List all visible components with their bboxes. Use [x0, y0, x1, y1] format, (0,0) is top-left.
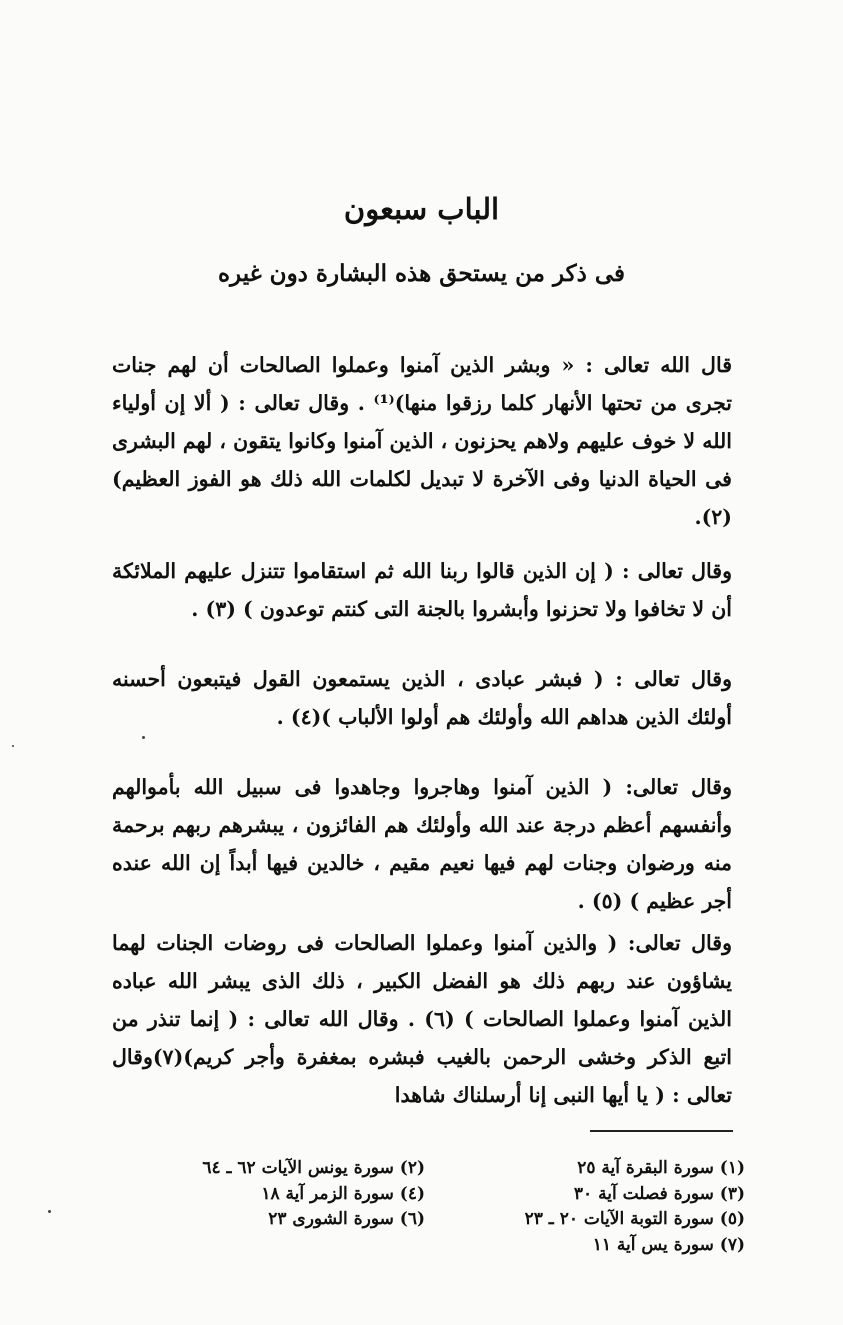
chapter-title: الباب سبعون [343, 192, 500, 226]
footnote-2: (٢) سورة يونس الآيات ٦٢ ـ ٦٤ [202, 1158, 425, 1178]
footnote-7: (٧) سورة يس آية ١١ [592, 1234, 745, 1255]
footnote-1: (١) سورة البقرة آية ٢٥ [577, 1158, 745, 1178]
footnote-6: (٦) سورة الشورى ٢٣ [268, 1209, 425, 1229]
ink-speck [12, 745, 14, 747]
chapter-subtitle: فى ذكر من يستحق هذه البشارة دون غيره [217, 260, 626, 287]
footnote-3: (٣) سورة فصلت آية ٣٠ [573, 1183, 745, 1204]
footnote-5: (٥) سورة التوبة الآيات ٢٠ ـ ٢٣ [524, 1209, 745, 1229]
footnote-4: (٤) سورة الزمر آية ١٨ [261, 1183, 425, 1204]
footnotes-right-column [475, 1156, 745, 1258]
ink-speck [142, 736, 145, 739]
footnotes-left-column [135, 1156, 425, 1233]
paragraph-2: وقال تعالى : ( إن الذين قالوا ربنا الله ثم استقاموا تتنزل عليهم الملائكة أن لا تخافوا ولا تحزنوا وأبشروا بالجنة التى كنتم توعدون ) (٣) . [112, 559, 732, 621]
ink-speck [48, 1210, 51, 1213]
paragraph-3: وقال تعالى : ( فبشر عبادى ، الذين يستمعون القول فيتبعون أحسنه أولئك الذين هداهم الله وأولئك هم أولوا الألباب )(٤) . [112, 667, 732, 729]
footnote-separator [590, 1130, 733, 1132]
paragraph-1: قال الله تعالى : « وبشر الذين آمنوا وعملوا الصالحات أن لهم جنات تجرى من تحتها الأنهار كلما رزقوا منها)⁽¹⁾ . وقال تعالى : ( ألا إن أولياء الله لا خوف عليهم ولاهم يحزنون ، الذين آمنوا وكانوا يتقون ، لهم البشرى فى الحياة الدنيا وفى الآخرة لا تبديل لكلمات الله ذلك هو الفوز العظيم)(٢). [112, 353, 733, 529]
paragraph-5: وقال تعالى: ( والذين آمنوا وعملوا الصالحات فى روضات الجنات لهما يشاؤون عند ربهم ذلك هو الفضل الكبير ، ذلك الذى يبشر الله عباده الذين آمنوا وعملوا الصالحات ) (٦) . وقال الله تعالى : ( إنما تنذر من اتبع الذكر وخشى الرحمن بالغيب فبشره بمغفرة وأجر كريم)(٧)وقال تعالى : ( يا أيها النبى إنا أرسلناك شاهدا [112, 931, 732, 1107]
paragraph-4: وقال تعالى: ( الذين آمنوا وهاجروا وجاهدوا فى سبيل الله بأموالهم وأنفسهم أعظم درجة عند الله وأولئك هم الفائزون ، يبشرهم ربهم برحمة منه ورضوان وجنات لهم فيها نعيم مقيم ، خالدين فيها أبداً إن الله عنده أجر عظيم ) (٥) . [112, 775, 732, 913]
